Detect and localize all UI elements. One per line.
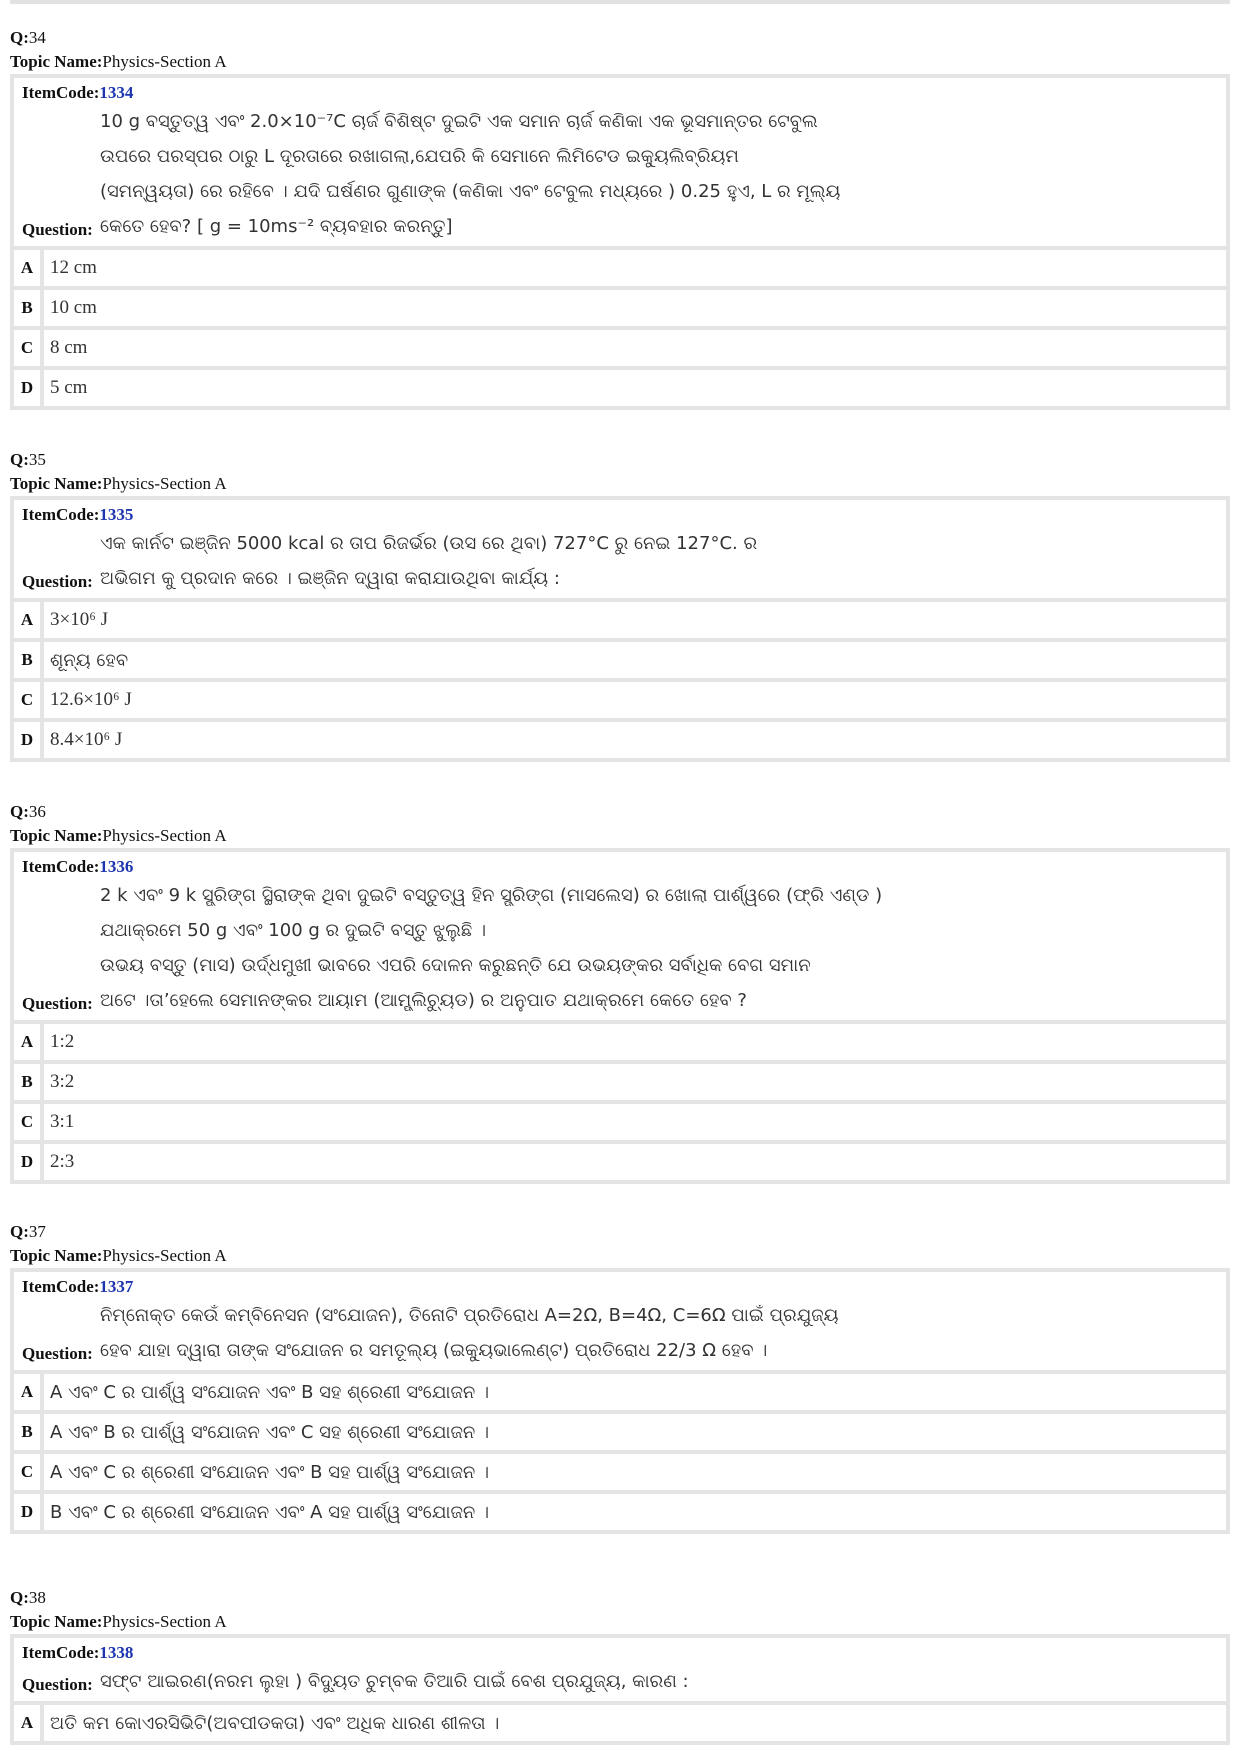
item-code: ItemCode:1337: [22, 1277, 134, 1296]
question-text: 10 g ବସ୍ତୁତ୍ୱ ଏବଂ 2.0×10⁻⁷C ଚାର୍ଜ ବିଶିଷ୍ଟ ଦୁଇଟି ଏକ ସମାନ ଚାର୍ଜ କଣିକା ଏକ ଭୂସମାନ୍ତର ଟେବୁଲ ଉପରେ ପରସ୍ପର ଠାରୁ L ଦୂରତାରେ ରଖାଗଲା,ଯେପରି କି ସେମାନେ ଲିମିଟେଡ ଇକ୍ୟୁଲିବ୍ରିୟମ (ସମନ୍ୱୟତା) ରେ ରହିବେ । ଯଦି ଘର୍ଷଣର ଗୁଣାଙ୍କ (କଣିକା ଏବଂ ଟେବୁଲ ମଧ୍ୟରେ ) 0.25 ହୁଏ, L ର ମୂଲ୍ୟ କେତେ ହେବ? [ g = 10ms⁻² ବ୍ୟବହାର କରନ୍ତୁ]: [100, 111, 841, 237]
question-34: [10, 26, 1230, 410]
question-row: [22, 1664, 1220, 1699]
question-card: [10, 496, 1230, 762]
question-label: Question:: [22, 994, 93, 1013]
question-label: Question:: [22, 220, 93, 239]
option-a[interactable]: A 12 cm: [14, 250, 1226, 286]
option-b[interactable]: B ଶୂନ୍ୟ ହେବ: [14, 642, 1226, 678]
item-code: ItemCode:1338: [22, 1643, 134, 1662]
topic-name: Topic Name:Physics-Section A: [10, 826, 227, 845]
option-d[interactable]: D 2:3: [14, 1144, 1226, 1180]
option-c[interactable]: C 3:1: [14, 1104, 1226, 1140]
option-c[interactable]: C 12.6×10⁶ J: [14, 682, 1226, 718]
option-b[interactable]: B 10 cm: [14, 290, 1226, 326]
topic-name: Topic Name:Physics-Section A: [10, 52, 227, 71]
question-number: Q:35: [10, 450, 46, 469]
topic-name: Topic Name:Physics-Section A: [10, 1246, 227, 1265]
option-c[interactable]: C A ଏବଂ C ର ଶ୍ରେଣୀ ସଂଯୋଜନ ଏବଂ B ସହ ପାର୍ଶ୍ୱ ସଂଯୋଜନ ।: [14, 1454, 1226, 1490]
option-b[interactable]: B A ଏବଂ B ର ପାର୍ଶ୍ୱ ସଂଯୋଜନ ଏବଂ C ସହ ଶ୍ରେଣୀ ସଂଯୋଜନ ।: [14, 1414, 1226, 1450]
question-label: Question:: [22, 1344, 93, 1363]
item-box: [14, 500, 1226, 598]
option-a[interactable]: A 3×10⁶ J: [14, 602, 1226, 638]
question-card: [10, 1268, 1230, 1534]
option-c[interactable]: C 8 cm: [14, 330, 1226, 366]
question-card: [10, 1634, 1230, 1745]
question-35: [10, 448, 1230, 762]
option-a[interactable]: A A ଏବଂ C ର ପାର୍ଶ୍ୱ ସଂଯୋଜନ ଏବଂ B ସହ ଶ୍ରେଣୀ ସଂଯୋଜନ ।: [14, 1374, 1226, 1410]
question-row: [22, 526, 1220, 596]
item-code: ItemCode:1336: [22, 857, 134, 876]
question-number: Q:34: [10, 28, 46, 47]
item-box: [14, 852, 1226, 1020]
question-text: ଏକ କାର୍ନଟ ଇଞ୍ଜିନ 5000 kcal ର ତାପ ରିଜର୍ଭର (ଉସ ରେ ଥିବା) 727°C ରୁ ନେଇ 127°C. ର ଅଭିଗମ କୁ ପ୍ରଦାନ କରେ । ଇଞ୍ଜିନ ଦ୍ୱାରା କରାଯାଉଥିବା କାର୍ଯ୍ୟ :: [100, 533, 758, 589]
item-box: [14, 1272, 1226, 1370]
question-36: [10, 800, 1230, 1184]
question-label: Question:: [22, 572, 93, 591]
question-text: 2 k ଏବଂ 9 k ସ୍ପ୍ରିଙ୍ଗ ସ୍ଥିରାଙ୍କ ଥିବା ଦୁଇଟି ବସ୍ତୁତ୍ୱ ହିନ ସ୍ପ୍ରିଙ୍ଗ (ମାସଲେସ) ର ଖୋଲା ପାର୍ଶ୍ୱରେ (ଫ୍ରି ଏଣ୍ଡ ) ଯଥାକ୍ରମେ 50 g ଏବଂ 100 g ର ଦୁଇଟି ବସ୍ତୁ ଝୁଲୁଛି । ଉଭୟ ବସ୍ତୁ (ମାସ) ଉର୍ଦ୍ଧମୁଖୀ ଭାବରେ ଏପରି ଦୋଳନ କରୁଛନ୍ତି ଯେ ଉଭୟଙ୍କର ସର୍ବାଧିକ ବେଗ ସମାନ ଅଟେ ।ତା’ହେଲେ ସେମାନଙ୍କର ଆୟାମ (ଆମ୍ପ୍ଲିଚ୍ୟୁଡ) ର ଅନୁପାତ ଯଥାକ୍ରମେ କେତେ ହେବ ?: [100, 885, 883, 1011]
question-number: Q:37: [10, 1222, 46, 1241]
item-code: ItemCode:1335: [22, 505, 134, 524]
question-row: [22, 104, 1220, 244]
question-card: [10, 848, 1230, 1184]
item-box: [14, 78, 1226, 246]
option-a[interactable]: A 1:2: [14, 1024, 1226, 1060]
question-37: [10, 1220, 1230, 1534]
option-b[interactable]: B 3:2: [14, 1064, 1226, 1100]
question-number: Q:38: [10, 1588, 46, 1607]
option-d[interactable]: D B ଏବଂ C ର ଶ୍ରେଣୀ ସଂଯୋଜନ ଏବଂ A ସହ ପାର୍ଶ୍ୱ ସଂଯୋଜନ ।: [14, 1494, 1226, 1530]
option-d[interactable]: D 8.4×10⁶ J: [14, 722, 1226, 758]
option-d[interactable]: D 5 cm: [14, 370, 1226, 406]
question-label: Question:: [22, 1675, 93, 1694]
question-38: [10, 1586, 1230, 1745]
question-card: [10, 74, 1230, 410]
question-row: [22, 878, 1220, 1018]
topic-name: Topic Name:Physics-Section A: [10, 1612, 227, 1631]
item-code: ItemCode:1334: [22, 83, 134, 102]
question-text: ସଫ୍ଟ ଆଇରଣ(ନରମ ଲୁହା ) ବିଦ୍ୟୁତ ଚୁମ୍ବକ ତିଆରି ପାଇଁ ବେଶ ପ୍ରଯୁଜ୍ୟ, କାରଣ :: [100, 1671, 689, 1692]
top-divider: [10, 0, 1230, 4]
question-number: Q:36: [10, 802, 46, 821]
question-row: [22, 1298, 1220, 1368]
option-a[interactable]: A ଅତି କମ କୋଏରସିଭିଟି(ଅବପୀଡକତା) ଏବଂ ଅଧିକ ଧାରଣ ଶୀଳତା ।: [14, 1705, 1226, 1741]
item-box: [14, 1638, 1226, 1701]
question-text: ନିମ୍ନୋକ୍ତ କେଉଁ କମ୍ବିନେସନ (ସଂଯୋଜନ), ତିନୋଟି ପ୍ରତିରୋଧ A=2Ω, B=4Ω, C=6Ω ପାଇଁ ପ୍ରଯୁଜ୍ୟ ହେବ ଯାହା ଦ୍ୱାରା ତାଙ୍କ ସଂଯୋଜନ ର ସମତୂଲ୍ୟ (ଇକ୍ୟୁଭାଲେଣ୍ଟ) ପ୍ରତିରୋଧ 22/3 Ω ହେବ ।: [100, 1305, 839, 1361]
topic-name: Topic Name:Physics-Section A: [10, 474, 227, 493]
